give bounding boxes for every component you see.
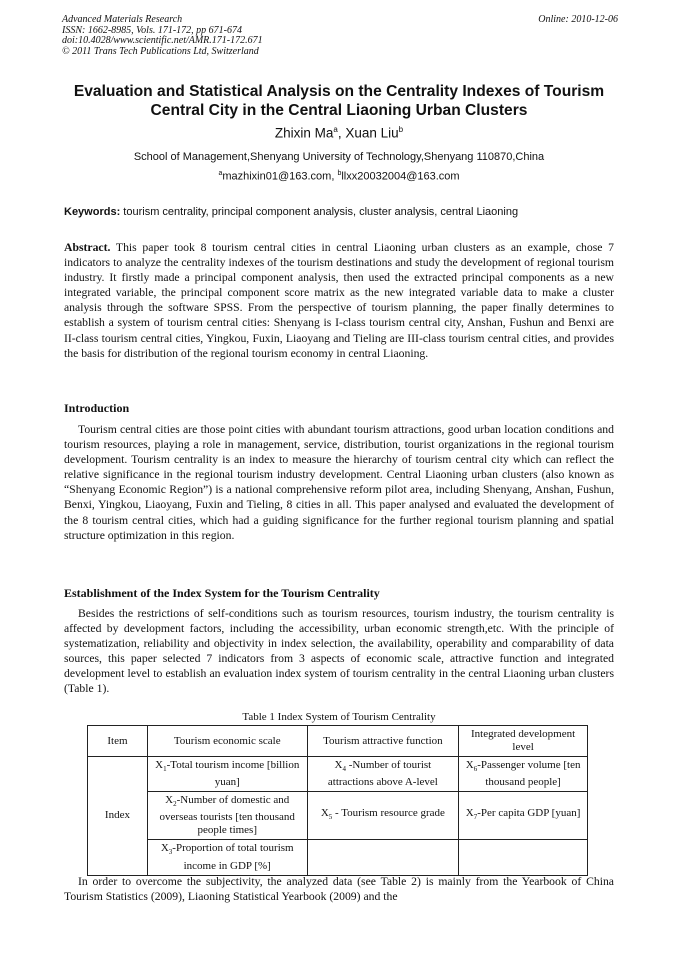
authors	[40, 125, 638, 141]
table-row	[88, 840, 588, 875]
cell-x4: $X_4$ -Number of tourist attractions above A-level	[307, 757, 459, 792]
cell-x2: $X_2$-Number of domestic and overseas tourists [ten thousand people times]	[147, 792, 307, 840]
introduction-heading: Introduction	[64, 401, 130, 415]
cell-empty-1	[307, 840, 459, 875]
header-item: Item	[88, 726, 148, 757]
journal-name: Advanced Materials Research	[62, 14, 183, 25]
table-1	[87, 725, 588, 876]
author-2: Xuan Liu	[345, 125, 399, 141]
journal-doi: doi:10.4028/www.scientific.net/AMR.171-172.671	[62, 35, 263, 47]
abstract-text: This paper took 8 tourism central cities in central Liaoning urban clusters as an example, chose 7 indicators to analyze the centrality indexes of the tourism destinations and study the development of regional tourism industry. It firstly made a principal component analysis, then used the extracted principal components as a new integrated variable, the principal component score matrix as the new integrated variable data to make a cluster analysis through the software SPSS. From the perspective of tourism planning, the paper finally determines to establish a system of tourism central cities: Shenyang is I-class tourism central city, Anshan, Fushun and Benxi are II-class tourism central cities, Yingkou, Fuxin, Liaoyang and Tieling are III-class tourism central cities, and provides the basis for distribution of the regional tourism economy in central Liaoning.	[64, 241, 614, 360]
introduction-text: Tourism central cities are those point cities with abundant tourism attractions, good urban location conditions and tourism resources, playing a role in management, service, distribution, tourist organizations in the regional tourism development. Tourism centrality is an index to measure the hierarchy of tourism central city which can reflect the relative significance in the regional tourism industry development. Central Liaoning urban clusters (also known as “Shenyang Economic Region”) is a national comprehensive reform pilot area, including Shenyang, Anshan, Fushun, Benxi, Yingkou, Liaoyang, Fuxin and Tieling, 8 cities in all. This paper analysed and evaluated the development of the 8 tourism central cities, which had a guiding significance for the further regional tourism planning and spatial structure optimization in this region.	[64, 423, 614, 542]
cell-x7: $X_7$-Per capita GDP [yuan]	[459, 792, 588, 840]
table-row	[88, 757, 588, 792]
email-2-sup: b	[337, 170, 342, 177]
cell-x6: $X_6$-Passenger volume [ten thousand people]	[459, 757, 588, 792]
online-date: Online: 2010-12-06	[538, 14, 618, 25]
establishment-heading: Establishment of the Index System for the Tourism Centrality	[64, 586, 380, 600]
author-separator: ,	[337, 125, 346, 141]
title-line-1: Evaluation and Statistical Analysis on the Centrality Indexes of Tourism	[73, 83, 605, 100]
abstract	[64, 240, 614, 361]
email-2: llxx20032004@163.com	[341, 170, 460, 183]
email-1-sup: a	[218, 170, 223, 177]
abstract-label: Abstract.	[64, 241, 111, 254]
header-attractive-function: Tourism attractive function	[307, 726, 459, 757]
table-header-row	[88, 726, 588, 757]
journal-copyright: © 2011 Trans Tech Publications Ltd, Switzerland	[62, 45, 259, 57]
keywords-text: tourism centrality, principal component analysis, cluster analysis, central Liaoning	[120, 206, 519, 218]
establishment-text: Besides the restrictions of self-conditions such as tourism resources, tourism industry, the tourism centrality is affected by development factors, including the accessibility, urban economic strength,etc. With the principle of systematization, reliability and objectivity in index selection, the availability, operability and comparability of data sources, this paper selected 7 indicators from 3 aspects of economic scale, attractive function and integrated development level to establish an evaluation index system of tourism centrality in the central Liaoning urban clusters (Table 1).	[64, 607, 614, 696]
table-row	[88, 792, 588, 840]
paper-title	[40, 82, 638, 120]
journal-header	[62, 15, 618, 57]
data-source-text: In order to overcome the subjectivity, the analyzed data (see Table 2) is mainly from the Yearbook of China Tourism Statistics (2009), Liaoning Statistical Yearbook (2009) and the	[64, 875, 614, 904]
author-1-sup: a	[333, 125, 338, 134]
author-1: Zhixin Ma	[274, 125, 334, 141]
email-1: mazhixin01@163.com,	[222, 170, 338, 183]
emails	[40, 170, 638, 183]
table-1-caption: Table 1 Index System of Tourism Centrality	[242, 711, 436, 723]
cell-x1: $X_1$-Total tourism income [billion yuan]	[147, 757, 307, 792]
cell-x3: $X_3$-Proportion of total tourism income in GDP [%]	[147, 840, 307, 875]
row-label-index: Index	[88, 757, 148, 876]
header-economic-scale: Tourism economic scale	[147, 726, 307, 757]
journal-issn: ISSN: 1662-8985, Vols. 171-172, pp 671-674	[62, 24, 242, 36]
title-line-2: Central City in the Central Liaoning Urban Clusters	[150, 102, 528, 119]
author-2-sup: b	[398, 125, 404, 134]
keywords	[64, 206, 616, 218]
cell-x5: $X_5$ - Tourism resource grade	[307, 792, 459, 840]
cell-empty-2	[459, 840, 588, 875]
header-integrated-level: Integrated development level	[459, 726, 588, 757]
keywords-label: Keywords:	[64, 206, 121, 218]
affiliation: School of Management,Shenyang University of Technology,Shenyang 110870,China	[133, 151, 545, 163]
